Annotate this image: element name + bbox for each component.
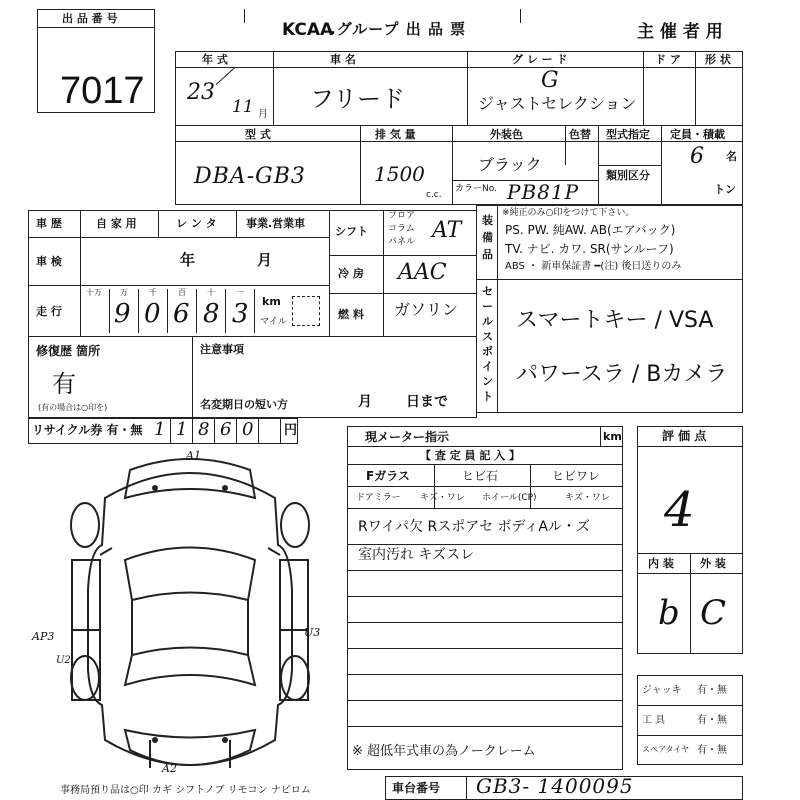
color-no-label: カラーNo.: [455, 184, 497, 194]
history-business: 事業.営業車: [246, 217, 306, 230]
digit-label-1: 万: [120, 288, 128, 297]
diagram-ap3: AP3: [32, 630, 55, 643]
capacity-value: 6: [690, 144, 704, 169]
diagram-a2: A2: [162, 762, 177, 775]
history-label: 車 歴: [36, 217, 62, 230]
equipment-line3: ABS ・ 新車保証書 ━(注) 後日送りのみ: [505, 261, 682, 272]
inspection-label: 車 検: [36, 255, 62, 268]
ac-label: 冷 房: [338, 267, 364, 280]
digit-label-3: 百: [178, 288, 186, 297]
displacement-value: 1500: [374, 162, 425, 186]
class-label: 類別区分: [606, 169, 650, 182]
history-private: 自 家 用: [96, 217, 137, 230]
glass-label: Fガラス: [366, 469, 410, 483]
color-no-value: PB81P: [507, 180, 580, 204]
model-label: 型 式: [245, 128, 271, 141]
type-label: 形 状: [705, 53, 731, 66]
diagram-a1: A1: [186, 449, 201, 462]
registration-label: 名変期日の短い方: [200, 398, 288, 411]
car-diagram: [60, 450, 320, 780]
cc-unit: c.c.: [426, 190, 442, 200]
ton-unit: トン: [714, 183, 736, 196]
mileage-digit-2: 0: [144, 299, 161, 329]
repair-value: 有: [52, 370, 76, 398]
year-label: 年 式: [202, 53, 228, 66]
organizer-label: 主 催 者 用: [637, 22, 723, 42]
year-value: 23: [187, 80, 215, 105]
diagram-u3: U3: [304, 626, 321, 639]
recycle-unit: 円: [284, 423, 298, 438]
km-unit: km: [262, 295, 281, 308]
mirror-value: キズ・ワレ: [420, 493, 465, 503]
shift-panel: パネル: [388, 237, 416, 247]
fuel-value: ガソリン: [394, 300, 459, 319]
registration-day: 日まで: [406, 394, 448, 410]
chassis-label: 車台番号: [392, 781, 441, 795]
header-title: .グループ 出 品 票: [330, 20, 467, 38]
tools-value: 有・無: [697, 715, 727, 726]
sales-point-line2: パワースラ / Bカメラ: [516, 362, 728, 387]
color-label: 外装色: [490, 128, 523, 141]
exterior-score: C: [700, 593, 727, 633]
exterior-label: 外 装: [700, 557, 726, 570]
meter-unit: km: [603, 430, 622, 443]
repair-note: (有の場合は○印を): [38, 403, 108, 412]
capacity-label: 定員・積載: [670, 128, 725, 141]
sales-point-box: [476, 279, 743, 413]
diagram-u2: U2: [56, 655, 71, 666]
grade-label: グ レ ー ド: [512, 53, 568, 66]
inspector-footer-note: ※ 超低年式車の為ノークレーム: [352, 744, 536, 759]
wheel-label: ホイール(CP): [482, 493, 537, 503]
digit-label-4: 十: [207, 288, 215, 297]
interior-score: b: [658, 593, 680, 633]
month-value: 11: [232, 97, 254, 117]
inspector-label: 【 査 定 員 記 入 】: [420, 449, 520, 462]
digit-label-0: 十万: [86, 288, 102, 297]
shift-column: コラム: [388, 224, 415, 234]
chassis-value: GB3- 1400095: [476, 774, 634, 798]
ac-value: AAC: [398, 260, 447, 285]
recycle-digit-2: 8: [198, 419, 210, 440]
wheel-value: キズ・ワレ: [565, 493, 610, 503]
model-value: DBA-GB3: [194, 164, 306, 189]
month-unit: 月: [258, 109, 268, 120]
equipment-note: ※純正のみ○印をつけて下さい。: [502, 208, 635, 218]
inspector-comment-2: 室内汚れ キズスレ: [358, 547, 475, 563]
mile-unit: マイル: [260, 317, 287, 327]
fuel-label: 燃 料: [338, 308, 364, 321]
equipment-label: 装備品: [482, 214, 493, 261]
history-rental: レ ン タ: [176, 217, 217, 230]
inspector-comment-1: Rワイパ欠 Rスポアセ ボディAル・ズ: [358, 519, 590, 535]
grade-value-2: ジャストセレクション: [478, 94, 637, 113]
mileage-label: 走 行: [36, 305, 62, 318]
carname-label: 車 名: [330, 53, 356, 66]
door-label: ド ア: [655, 53, 681, 66]
color-change-label: 色替: [569, 128, 591, 141]
mileage-digit-5: 3: [232, 299, 249, 329]
repair-label: 修復歴 箇所: [36, 344, 101, 358]
carname-value: フリード: [310, 85, 406, 113]
mileage-digit-1: 9: [114, 299, 131, 329]
digit-label-5: 一: [236, 288, 244, 297]
sales-point-label: セールスポイント: [482, 285, 493, 403]
crack-label: ヒビワレ: [552, 469, 601, 483]
score-value: 4: [664, 482, 695, 538]
digit-label-2: 千: [149, 288, 157, 297]
score-label: 評 価 点: [662, 429, 707, 443]
capacity-unit: 名: [726, 150, 737, 163]
recycle-digit-0: 1: [154, 419, 166, 440]
interior-label: 内 装: [648, 557, 674, 570]
recycle-digit-4: 0: [242, 419, 254, 440]
office-items: 事務局預り品は○印 カギ シフトノブ リモコン ナビロム: [60, 785, 311, 796]
chip-label: ヒビ石: [462, 469, 499, 483]
designation-label: 型式指定: [606, 128, 650, 141]
recycle-digit-1: 1: [176, 419, 188, 440]
equipment-line1: PS. PW. 純AW. AB(エアバック): [505, 223, 676, 237]
recycle-label: リサイクル券 有・無: [32, 423, 143, 437]
mileage-digit-4: 8: [203, 299, 220, 329]
jack-value: 有・無: [697, 685, 727, 696]
notes-label: 注意事項: [200, 343, 244, 356]
shift-label: シフト: [335, 225, 368, 238]
spare-label: スペアタイヤ: [642, 745, 690, 754]
color-value: ブラック: [478, 155, 542, 174]
mirror-label: ドアミラー: [356, 493, 401, 503]
shift-floor: フロア: [388, 211, 416, 221]
mile-checkbox[interactable]: [292, 296, 320, 326]
inspection-month-unit: 月: [257, 251, 273, 269]
meter-label: 現メーター指示: [365, 430, 450, 444]
spare-value: 有・無: [697, 745, 727, 756]
registration-month: 月: [358, 394, 372, 410]
equipment-line2: TV. ナビ. カワ. SR(サンルーフ): [505, 242, 674, 256]
shift-value: AT: [432, 218, 462, 243]
jack-label: ジャッキ: [642, 685, 682, 696]
lot-label: 出 品 番 号: [62, 12, 118, 25]
sales-point-line1: スマートキー / VSA: [516, 308, 714, 333]
inspection-year-unit: 年: [180, 251, 196, 269]
tools-label: 工 具: [642, 715, 666, 726]
recycle-digit-3: 6: [220, 419, 232, 440]
lot-number: 7017: [60, 70, 145, 112]
disp-label: 排 気 量: [375, 128, 416, 141]
header-brand: KCAA: [282, 20, 334, 40]
grade-value-1: G: [541, 68, 559, 93]
mileage-digit-3: 6: [173, 299, 190, 329]
